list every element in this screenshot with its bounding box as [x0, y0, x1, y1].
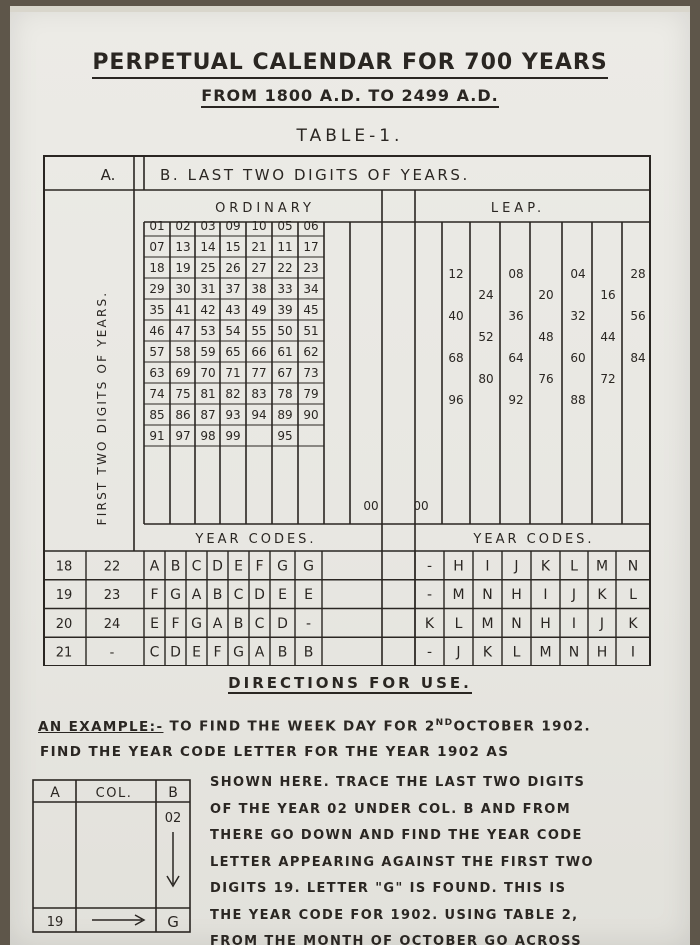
year-code-letter: C — [254, 615, 265, 632]
year-code-letter: E — [192, 644, 201, 661]
ordinary-digit: 73 — [303, 366, 319, 380]
leap-digit: 20 — [538, 288, 554, 302]
calendar-card — [10, 6, 690, 945]
leap-digit: 40 — [448, 309, 464, 323]
card-top-edge — [10, 6, 690, 12]
leap-digit: 08 — [508, 267, 524, 281]
leap-digit: 80 — [478, 372, 494, 386]
ordinary-digit: 97 — [175, 429, 191, 443]
example-mini-table — [32, 770, 202, 940]
year-code-letter: F — [150, 587, 159, 604]
ordinary-digit: 17 — [303, 240, 319, 254]
ordinary-digit: 15 — [225, 240, 241, 254]
year-code-letter: C — [233, 587, 244, 604]
century-code: 23 — [103, 588, 121, 604]
leap-digit: 60 — [570, 351, 586, 365]
year-code-letter: E — [278, 587, 287, 604]
century-code: - — [109, 645, 115, 661]
ordinary-digit: 21 — [251, 240, 267, 254]
year-code-letter: C — [149, 644, 160, 661]
century-code: 21 — [55, 645, 73, 661]
ordinary-digit: 18 — [149, 261, 165, 275]
leap-digit: 48 — [538, 330, 554, 344]
year-code-letter: J — [456, 644, 461, 661]
example-instruction-line: FROM THE MONTH OF OCTOBER GO ACROSS — [210, 934, 583, 945]
century-code: 24 — [103, 616, 121, 632]
year-code-letter: N — [482, 587, 493, 604]
ordinary-digit: 14 — [200, 240, 216, 254]
ordinary-digit: 02 — [175, 219, 191, 233]
ordinary-digit: 27 — [251, 261, 267, 275]
ordinary-digit: 63 — [149, 366, 165, 380]
table-frame — [44, 156, 650, 666]
column-b-header: B. LAST TWO DIGITS OF YEARS. — [160, 166, 470, 184]
ordinary-digit: 61 — [277, 345, 293, 359]
year-code-letter: M — [539, 644, 552, 661]
ordinary-digit: 85 — [149, 408, 165, 422]
example-label: AN EXAMPLE:- — [38, 718, 164, 735]
table-title: TABLE-1. — [296, 126, 404, 146]
ordinary-digit: 58 — [175, 345, 191, 359]
ordinary-digit: 78 — [277, 387, 293, 401]
mini-table-row-value: 19 — [46, 915, 64, 930]
ordinary-digit: 46 — [149, 324, 165, 338]
ordinary-digit: 47 — [175, 324, 191, 338]
year-code-letter: G — [191, 615, 202, 632]
year-code-letter: J — [514, 558, 519, 575]
year-code-letter: G — [170, 587, 181, 604]
century-code: 20 — [55, 616, 73, 632]
year-code-letter: A — [212, 615, 223, 632]
leap-digit: 04 — [570, 267, 586, 281]
year-code-letter: F — [213, 644, 222, 661]
year-code-letter: B — [277, 644, 288, 661]
example-line-1 — [38, 718, 591, 735]
leap-header: LEAP. — [490, 201, 546, 216]
leap-digit: 92 — [508, 393, 524, 407]
ordinary-digit: 43 — [225, 303, 241, 317]
ordinary-digit: 37 — [225, 282, 241, 296]
ordinary-digit: 86 — [175, 408, 191, 422]
mini-table-b-value: 02 — [164, 811, 182, 826]
year-code-letter: B — [233, 615, 244, 632]
ordinary-digit: 95 — [277, 429, 293, 443]
year-code-rows — [56, 558, 639, 660]
ordinary-digit: 70 — [200, 366, 216, 380]
ordinary-digit: 89 — [277, 408, 293, 422]
leap-digit: 64 — [508, 351, 524, 365]
example-instruction-line: THE YEAR CODE FOR 1902. USING TABLE 2, — [210, 907, 579, 923]
leap-extra-digits: 00 — [413, 499, 429, 513]
leap-digit: 44 — [600, 330, 616, 344]
ordinary-digit: 03 — [200, 219, 216, 233]
ordinary-digit: 98 — [200, 429, 216, 443]
ordinary-digit: 53 — [200, 324, 216, 338]
year-code-letter: A — [254, 644, 265, 661]
ordinary-digit: 38 — [251, 282, 267, 296]
ordinary-digit: 13 — [175, 240, 191, 254]
year-code-letter: - — [305, 615, 312, 632]
ordinary-digit: 05 — [277, 219, 293, 233]
year-code-letter: H — [596, 644, 608, 661]
ordinary-digit: 69 — [175, 366, 191, 380]
ordinary-digit: 42 — [200, 303, 216, 317]
ordinary-digit: 01 — [149, 219, 165, 233]
page-title: PERPETUAL CALENDAR FOR 700 YEARS — [10, 50, 690, 75]
example-line-2: FIND THE YEAR CODE LETTER FOR THE YEAR 1902 AS — [40, 744, 510, 760]
ordinary-digit: 93 — [225, 408, 241, 422]
year-code-letter: D — [254, 587, 265, 604]
first-two-digits-label: FIRST TWO DIGITS OF YEARS. — [95, 290, 109, 526]
ordinary-digit: 11 — [277, 240, 293, 254]
ordinary-digit: 75 — [175, 387, 191, 401]
mini-table-col-label: COL. — [95, 786, 133, 801]
year-code-letter: H — [511, 587, 522, 604]
ordinary-digit: 62 — [303, 345, 319, 359]
leap-digit: 24 — [478, 288, 494, 302]
leap-digit: 28 — [630, 267, 646, 281]
ordinary-digit: 79 — [303, 387, 319, 401]
year-code-letter: B — [170, 558, 181, 575]
century-code: 22 — [103, 559, 121, 575]
year-code-letter: H — [540, 615, 551, 632]
ordinary-digit: 71 — [225, 366, 241, 380]
year-code-letter: M — [595, 558, 609, 575]
year-code-letter: J — [571, 587, 577, 604]
ordinary-digit: 59 — [200, 345, 216, 359]
year-code-letter: M — [452, 587, 465, 604]
ordinary-digit: 51 — [303, 324, 319, 338]
ordinary-digit: 45 — [303, 303, 319, 317]
ordinary-digit: 55 — [251, 324, 267, 338]
example-instruction-line: LETTER APPEARING AGAINST THE FIRST TWO — [210, 854, 594, 870]
calendar-table — [10, 146, 690, 666]
ordinary-digit: 10 — [251, 219, 267, 233]
ordinary-digit: 54 — [225, 324, 241, 338]
year-code-letter: I — [485, 558, 490, 575]
column-a-header: A. — [100, 166, 116, 184]
year-code-letter: K — [597, 587, 607, 604]
ordinary-digit: 09 — [225, 219, 241, 233]
leap-digit: 76 — [538, 372, 554, 386]
year-code-letter: - — [426, 587, 433, 604]
century-code: 19 — [55, 588, 73, 604]
ordinary-digit: 30 — [175, 282, 191, 296]
ordinary-digit: 19 — [175, 261, 191, 275]
year-code-letter: M — [481, 615, 494, 632]
page-subtitle: FROM 1800 A.D. TO 2499 A.D. — [10, 86, 690, 105]
ordinary-year-digits — [149, 219, 318, 443]
year-code-letter: N — [627, 558, 639, 575]
ordinary-digit: 35 — [149, 303, 165, 317]
leap-digit: 32 — [570, 309, 586, 323]
leap-digit: 12 — [448, 267, 464, 281]
ordinary-digit: 77 — [251, 366, 267, 380]
mini-table-col-b: B — [168, 785, 178, 801]
year-code-letter: D — [212, 558, 223, 575]
year-codes-label-leap: YEAR CODES. — [473, 532, 595, 547]
year-code-letter: A — [191, 587, 202, 604]
ordinary-digit: 50 — [277, 324, 293, 338]
ordinary-digit: 90 — [303, 408, 319, 422]
year-code-letter: L — [629, 587, 637, 604]
ordinary-extra-digits: 00 — [363, 499, 379, 513]
ordinary-digit: 07 — [149, 240, 165, 254]
year-code-letter: I — [630, 644, 636, 661]
year-code-letter: I — [543, 587, 548, 604]
ordinary-digit: 74 — [149, 387, 165, 401]
ordinary-digit: 94 — [251, 408, 267, 422]
year-code-letter: N — [511, 615, 522, 632]
ordinary-digit: 82 — [225, 387, 241, 401]
ordinary-digit: 66 — [251, 345, 267, 359]
year-code-letter: N — [568, 644, 580, 661]
year-code-letter: B — [212, 587, 223, 604]
leap-digit: 96 — [448, 393, 464, 407]
ordinary-digit: 99 — [225, 429, 241, 443]
example-instruction-line: OF THE YEAR 02 UNDER COL. B AND FROM — [210, 801, 572, 817]
year-code-letter: A — [149, 558, 160, 575]
year-code-letter: J — [599, 615, 605, 632]
ordinary-digit: 23 — [303, 261, 319, 275]
ordinary-digit: 65 — [225, 345, 241, 359]
ordinary-digit: 39 — [277, 303, 293, 317]
year-code-letter: K — [540, 558, 551, 575]
century-code: 18 — [55, 559, 73, 575]
ordinary-digit: 29 — [149, 282, 165, 296]
ordinary-digit: 57 — [149, 345, 165, 359]
example-line-1-end: OCTOBER 1902. — [453, 718, 592, 735]
ordinary-digit: 83 — [251, 387, 267, 401]
example-instruction-line: DIGITS 19. LETTER "G" IS FOUND. THIS IS — [210, 881, 567, 896]
ordinary-digit: 06 — [303, 219, 319, 233]
directions-heading: DIRECTIONS FOR USE. — [228, 674, 472, 692]
ordinary-digit: 41 — [175, 303, 191, 317]
table-grid-lines — [44, 156, 650, 666]
leap-digit: 88 — [570, 393, 586, 407]
year-code-letter: L — [454, 615, 463, 632]
example-instruction-line: THERE GO DOWN AND FIND THE YEAR CODE — [210, 828, 583, 843]
ordinary-digit: 22 — [277, 261, 293, 275]
ordinary-digit: 91 — [149, 429, 165, 443]
year-code-letter: D — [170, 644, 181, 661]
leap-digit: 68 — [448, 351, 464, 365]
ordinary-digit: 34 — [303, 282, 319, 296]
year-code-letter: K — [482, 644, 493, 661]
year-code-letter: B — [303, 644, 314, 661]
mini-table-result: G — [167, 913, 179, 931]
ordinary-digit: 33 — [277, 282, 293, 296]
example-instruction-line: SHOWN HERE. TRACE THE LAST TWO DIGITS — [210, 775, 586, 790]
leap-year-digits — [448, 267, 645, 407]
year-code-letter: L — [570, 558, 578, 575]
ordinary-digit: 81 — [200, 387, 216, 401]
leap-digit: 16 — [600, 288, 616, 302]
year-code-letter: F — [171, 615, 180, 632]
year-code-letter: - — [426, 644, 433, 661]
example-superscript: ND — [435, 718, 454, 728]
year-code-letter: K — [424, 615, 435, 632]
year-code-letter: I — [571, 615, 577, 632]
year-code-letter: - — [426, 558, 433, 575]
year-code-letter: F — [255, 558, 264, 575]
year-codes-label-ordinary: YEAR CODES. — [195, 532, 317, 547]
example-instructions — [210, 770, 680, 945]
year-code-letter: G — [277, 558, 288, 575]
year-code-letter: E — [304, 587, 313, 604]
leap-digit: 52 — [478, 330, 494, 344]
ordinary-header: ORDINARY — [215, 201, 315, 216]
mini-table-col-a: A — [50, 785, 60, 801]
year-code-letter: G — [233, 644, 244, 661]
ordinary-digit: 31 — [200, 282, 216, 296]
year-code-letter: E — [150, 615, 159, 632]
ordinary-digit: 87 — [200, 408, 216, 422]
year-code-letter: E — [234, 558, 243, 575]
leap-digit: 84 — [630, 351, 646, 365]
ordinary-digit: 49 — [251, 303, 267, 317]
leap-digit: 72 — [600, 372, 616, 386]
leap-digit: 56 — [630, 309, 646, 323]
leap-digit: 36 — [508, 309, 524, 323]
ordinary-digit: 26 — [225, 261, 241, 275]
year-code-letter: C — [191, 558, 202, 575]
ordinary-digit: 67 — [277, 366, 293, 380]
year-code-letter: D — [277, 615, 288, 632]
ordinary-digit: 25 — [200, 261, 216, 275]
year-code-letter: G — [303, 558, 314, 575]
year-code-letter: H — [453, 558, 464, 575]
year-code-letter: K — [628, 615, 638, 632]
year-code-letter: L — [512, 644, 521, 661]
example-line-1-text: TO FIND THE WEEK DAY FOR 2 — [169, 718, 436, 735]
